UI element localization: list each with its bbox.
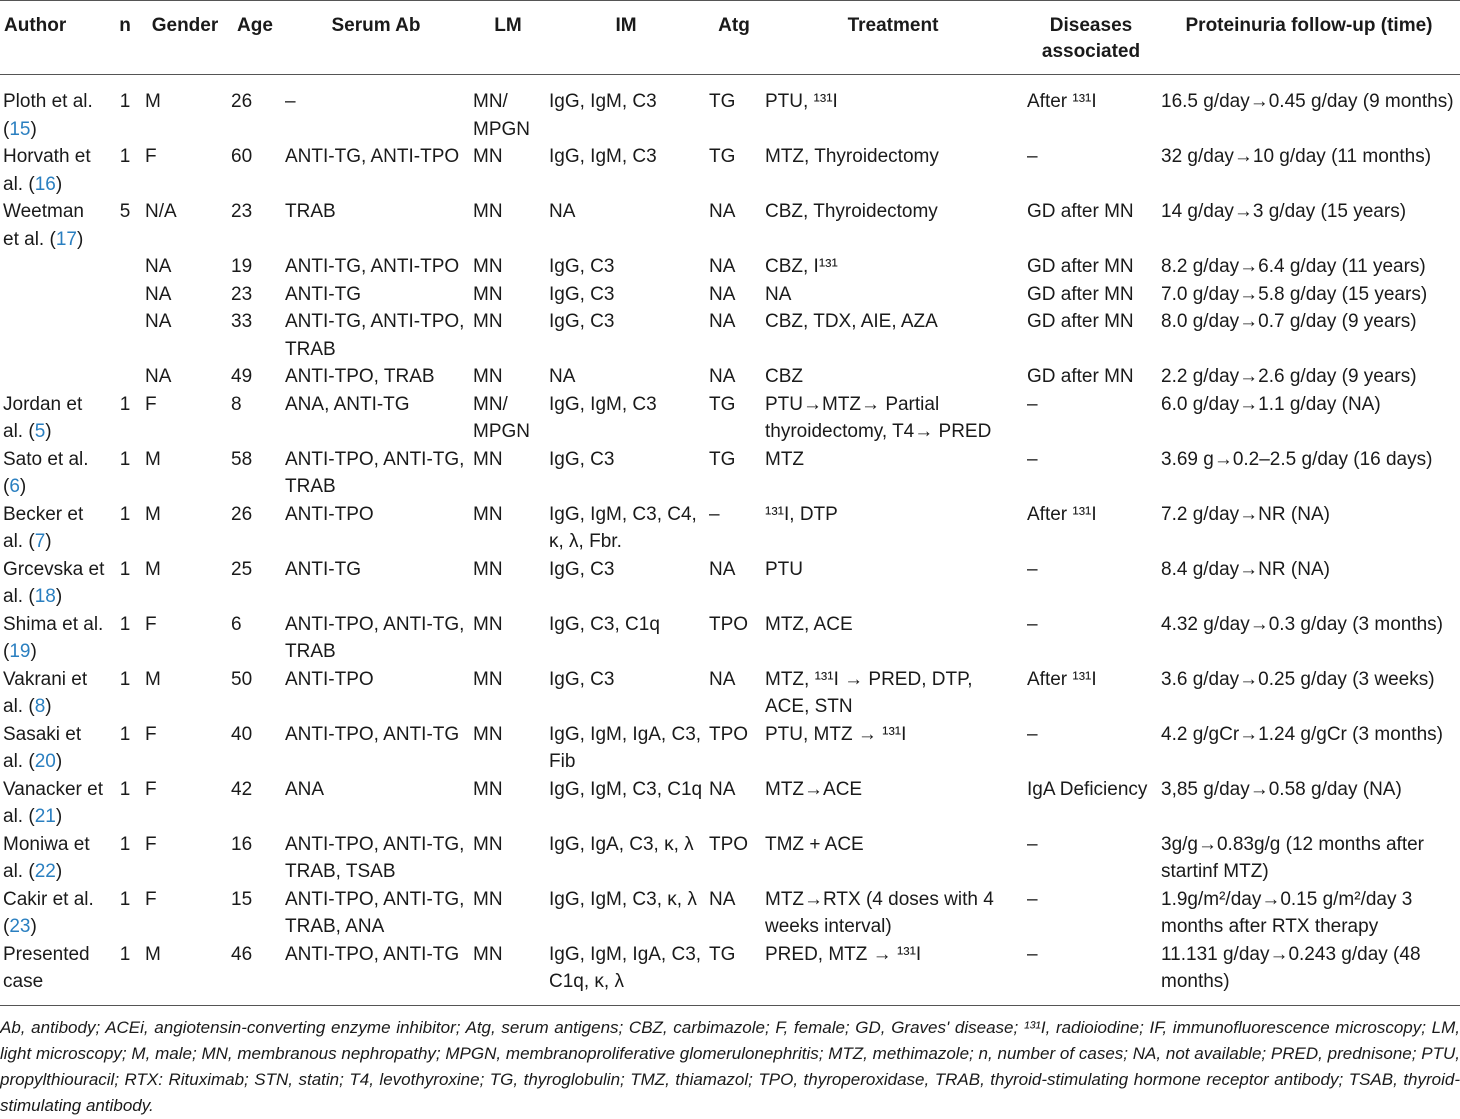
cell-treatment: ¹³¹I, DTP bbox=[765, 503, 838, 525]
cell-lm: MN bbox=[473, 888, 503, 910]
cell-diseases: – bbox=[1027, 888, 1038, 910]
cell-im: IgG, IgA, C3, κ, λ bbox=[549, 833, 694, 855]
cell-n: 1 bbox=[119, 503, 131, 525]
cell-n: 1 bbox=[119, 91, 131, 112]
cell-serum-ab: ANTI-TG bbox=[285, 283, 361, 305]
cell-treatment: PTU bbox=[765, 558, 803, 580]
cell-im: IgG, IgM, C3 bbox=[549, 393, 657, 415]
cell-treatment: PTU, MTZ → ¹³¹I bbox=[765, 723, 907, 745]
cell-proteinuria: 32 g/day→10 g/day (11 months) bbox=[1161, 146, 1432, 167]
cell-gender: NA bbox=[145, 311, 172, 332]
cell-n: 5 bbox=[119, 201, 131, 222]
author-name: Sasaki et al. bbox=[3, 723, 82, 772]
table-row bbox=[0, 281, 1460, 309]
cell-n bbox=[108, 281, 142, 309]
cell-diseases: – bbox=[1027, 448, 1038, 470]
cell-serum-ab: ANTI-TPO, ANTI-TG bbox=[282, 941, 470, 1006]
cell-lm: MN bbox=[473, 723, 503, 745]
cell-lm: MN bbox=[473, 256, 503, 277]
cell-lm: MN bbox=[473, 146, 503, 167]
table-row bbox=[0, 143, 1460, 198]
header-serum-ab: Serum Ab bbox=[282, 1, 470, 75]
reference-link[interactable]: 16 bbox=[34, 173, 56, 195]
reference-link[interactable]: 7 bbox=[34, 531, 46, 552]
cell-age: 60 bbox=[231, 146, 253, 167]
cell-atg: TPO bbox=[709, 833, 749, 855]
cell-serum-ab: ANTI-TG, ANTI-TPO, TRAB bbox=[285, 311, 465, 360]
cell-author: Ploth et al. (15) bbox=[3, 91, 93, 140]
header-n: n bbox=[108, 1, 142, 75]
cell-im: IgG, C3 bbox=[549, 668, 615, 690]
cell-gender: F bbox=[145, 146, 157, 167]
reference-link[interactable]: 19 bbox=[9, 641, 31, 662]
cell-lm: MN bbox=[473, 668, 503, 690]
header-lm: LM bbox=[470, 1, 546, 75]
cell-diseases: – bbox=[1027, 393, 1038, 415]
cell-gender: NA bbox=[145, 366, 172, 387]
cell-diseases: GD after MN bbox=[1027, 201, 1134, 222]
cell-gender: M bbox=[142, 941, 228, 1006]
table-row bbox=[0, 611, 1460, 666]
cell-age: 40 bbox=[231, 723, 253, 745]
header-age: Age bbox=[228, 1, 282, 75]
reference-link[interactable]: 6 bbox=[9, 476, 20, 497]
cell-age: 50 bbox=[231, 668, 253, 690]
cell-im: IgG, IgM, C3, C1q bbox=[549, 778, 703, 800]
cell-treatment: MTZ bbox=[765, 448, 805, 470]
cell-n: 1 bbox=[119, 558, 131, 580]
cell-lm: MN bbox=[473, 613, 503, 635]
cell-serum-ab: ANTI-TPO, ANTI-TG, TRAB, TSAB bbox=[285, 833, 465, 882]
reference-link[interactable]: 21 bbox=[34, 806, 56, 827]
cell-atg: TPO bbox=[709, 613, 749, 635]
cell-treatment: TMZ + ACE bbox=[765, 833, 864, 855]
cell-atg: TPO bbox=[709, 723, 749, 745]
cell-proteinuria: 3.69 g→0.2–2.5 g/day (16 days) bbox=[1161, 448, 1433, 470]
cell-im: NA bbox=[549, 201, 576, 222]
cell-gender: F bbox=[145, 833, 157, 855]
cell-treatment: PTU→MTZ→ Partial thyroidectomy, T4→ PRED bbox=[765, 393, 992, 442]
cell-gender: M bbox=[145, 503, 161, 525]
author-name: Cakir et al. bbox=[3, 888, 94, 910]
cell-treatment: CBZ, TDX, AIE, AZA bbox=[765, 311, 938, 332]
header-treatment: Treatment bbox=[762, 1, 1024, 75]
reference-link[interactable]: 18 bbox=[34, 586, 56, 607]
cell-diseases: GD after MN bbox=[1027, 311, 1134, 332]
header-gender: Gender bbox=[142, 1, 228, 75]
cell-im: IgG, IgM, C3 bbox=[549, 146, 657, 167]
author-name: Presented case bbox=[3, 943, 90, 992]
cell-im: IgG, IgM, IgA, C3, C1q, κ, λ bbox=[546, 941, 706, 1006]
header-proteinuria: Proteinuria follow-up (time) bbox=[1158, 1, 1460, 75]
cell-serum-ab: ANTI-TPO, TRAB bbox=[285, 366, 435, 387]
cell-n bbox=[108, 363, 142, 391]
cell-gender: NA bbox=[145, 283, 172, 305]
cell-im: NA bbox=[549, 366, 576, 387]
cell-im: IgG, C3 bbox=[549, 311, 615, 332]
table-footnote: Ab, antibody; ACEi, angiotensin-converting enzyme inhibitor; Atg, serum antigens; CBZ, carbimazole; F, female; GD, Graves' disease; ¹³¹I, radioiodine; IF, immunofluorescence microscopy; LM, light microscopy; M, male; MN, membranous nephropathy; MPGN, membranoproliferative glomerulonephritis; MTZ, methimazole; n, number of cases; NA, not available; PRED, prednisone; PTU, propylthiouracil; RTX: Rituximab; STN, statin; T4, levothyroxine; TG, thyroglobulin; TMZ, thiamazol; TPO, thyroperoxidase, TRAB, thyroid-stimulating hormone receptor antibody; TSAB, thyroid-stimulating antibody. bbox=[0, 1018, 1460, 1115]
table-row bbox=[0, 253, 1460, 281]
cell-diseases: After ¹³¹I bbox=[1027, 91, 1097, 112]
cell-proteinuria: 8.4 g/day→NR (NA) bbox=[1161, 558, 1330, 580]
cell-age: 46 bbox=[228, 941, 282, 1006]
cell-lm: MN bbox=[473, 366, 503, 387]
cell-proteinuria: 1.9g/m²/day→0.15 g/m²/day 3 months after RTX therapy bbox=[1161, 888, 1413, 937]
cell-diseases: – bbox=[1027, 558, 1038, 580]
cell-gender: M bbox=[145, 558, 161, 580]
cell-author bbox=[0, 308, 108, 363]
cell-serum-ab: TRAB bbox=[285, 201, 336, 222]
table-row bbox=[0, 308, 1460, 363]
cell-serum-ab: ANTI-TPO, ANTI-TG, TRAB, ANA bbox=[285, 888, 465, 937]
cell-im: IgG, C3, C1q bbox=[549, 613, 660, 635]
cell-n bbox=[108, 253, 142, 281]
cell-proteinuria: 2.2 g/day→2.6 g/day (9 years) bbox=[1161, 366, 1417, 387]
cell-proteinuria: 3.6 g/day→0.25 g/day (3 weeks) bbox=[1161, 668, 1435, 690]
cell-gender: N/A bbox=[145, 201, 177, 222]
table-row bbox=[0, 446, 1460, 501]
cell-treatment: MTZ, Thyroidectomy bbox=[765, 146, 939, 167]
cell-treatment: MTZ→RTX (4 doses with 4 weeks interval) bbox=[765, 888, 994, 937]
cell-treatment: CBZ, Thyroidectomy bbox=[765, 201, 938, 222]
table-header bbox=[0, 1, 1460, 75]
cell-diseases: GD after MN bbox=[1027, 283, 1134, 305]
cell-proteinuria: 14 g/day→3 g/day (15 years) bbox=[1161, 201, 1407, 222]
cell-atg: NA bbox=[709, 256, 736, 277]
cell-treatment: NA bbox=[765, 283, 792, 305]
cell-proteinuria: 3g/g→0.83g/g (12 months after startinf MTZ) bbox=[1161, 833, 1424, 882]
cell-n: 1 bbox=[119, 723, 131, 745]
cell-im: IgG, C3 bbox=[549, 256, 615, 277]
cell-lm: MN bbox=[473, 201, 503, 222]
cell-im: IgG, IgM, C3, C4, κ, λ, Fbr. bbox=[549, 503, 697, 552]
cell-age: 26 bbox=[231, 91, 253, 112]
cell-author: Weetman et al. (17) bbox=[3, 201, 84, 250]
author-name: Sato et al. bbox=[3, 448, 89, 470]
cell-proteinuria: 11.131 g/day→0.243 g/day (48 months) bbox=[1158, 941, 1460, 1006]
author-name: Vakrani et al. bbox=[3, 668, 88, 717]
cell-age: 26 bbox=[231, 503, 253, 525]
cell-serum-ab: ANTI-TPO bbox=[285, 503, 374, 525]
cell-n bbox=[108, 308, 142, 363]
header-im: IM bbox=[546, 1, 706, 75]
cell-proteinuria: 3,85 g/day→0.58 g/day (NA) bbox=[1161, 778, 1402, 800]
author-name: Grcevska et al. bbox=[3, 558, 105, 607]
cell-gender: M bbox=[145, 91, 161, 112]
cell-n: 1 bbox=[119, 778, 131, 800]
cell-serum-ab: ANTI-TPO, ANTI-TG bbox=[285, 723, 460, 745]
cell-proteinuria: 8.0 g/day→0.7 g/day (9 years) bbox=[1161, 311, 1417, 332]
cell-age: 23 bbox=[231, 283, 253, 305]
cell-atg: NA bbox=[709, 201, 736, 222]
cell-im: IgG, C3 bbox=[549, 558, 615, 580]
cell-treatment: MTZ→ACE bbox=[765, 778, 863, 800]
cell-atg: NA bbox=[709, 558, 736, 580]
cell-atg: TG bbox=[709, 91, 736, 112]
cell-author: Shima et al. (19) bbox=[3, 613, 104, 662]
table-row bbox=[0, 75, 1460, 144]
cell-author: Grcevska et al. (18) bbox=[3, 558, 105, 607]
cell-proteinuria: 4.2 g/gCr→1.24 g/gCr (3 months) bbox=[1161, 723, 1443, 745]
cell-gender: F bbox=[145, 613, 157, 635]
cell-author bbox=[0, 941, 108, 1006]
cell-n: 1 bbox=[108, 941, 142, 1006]
cell-lm: MN bbox=[473, 283, 503, 305]
cell-atg: TG bbox=[709, 448, 736, 470]
author-name: Becker et al. bbox=[3, 503, 84, 552]
cell-author: Sato et al. (6) bbox=[3, 448, 89, 497]
cell-atg: NA bbox=[709, 778, 736, 800]
cell-serum-ab: ANTI-TPO bbox=[285, 668, 374, 690]
author-name: Jordan et al. bbox=[3, 393, 83, 442]
cell-gender: M bbox=[145, 448, 161, 470]
cell-author bbox=[0, 363, 108, 391]
cell-n: 1 bbox=[119, 448, 131, 470]
cell-atg: TG bbox=[706, 941, 762, 1006]
table-row bbox=[0, 666, 1460, 721]
cell-lm: MN bbox=[473, 558, 503, 580]
cell-age: 49 bbox=[231, 366, 253, 387]
cell-lm: MN bbox=[473, 833, 503, 855]
cell-n: 1 bbox=[119, 393, 131, 415]
cell-gender: M bbox=[145, 668, 161, 690]
cell-treatment: CBZ, I¹³¹ bbox=[765, 256, 838, 277]
table-body bbox=[0, 75, 1460, 1006]
cell-gender: F bbox=[145, 393, 157, 415]
table-row bbox=[0, 501, 1460, 556]
cell-atg: NA bbox=[709, 311, 736, 332]
cell-n: 1 bbox=[119, 833, 131, 855]
cell-proteinuria: 7.0 g/day→5.8 g/day (15 years) bbox=[1161, 283, 1428, 305]
reference-link[interactable]: 15 bbox=[9, 118, 31, 140]
table-row bbox=[0, 941, 1460, 1006]
cell-author bbox=[0, 253, 108, 281]
cell-atg: NA bbox=[709, 888, 736, 910]
cell-treatment: CBZ bbox=[765, 366, 803, 387]
cell-author: Moniwa et al. (22) bbox=[3, 833, 90, 882]
cell-diseases: – bbox=[1024, 941, 1158, 1006]
reference-link[interactable]: 5 bbox=[34, 421, 46, 442]
reference-link[interactable]: 17 bbox=[55, 228, 77, 250]
header-diseases: Diseases associated bbox=[1024, 1, 1158, 75]
cell-gender: F bbox=[145, 778, 157, 800]
author-name: Weetman et al. bbox=[3, 201, 84, 250]
cell-atg: TG bbox=[709, 146, 736, 167]
cell-age: 33 bbox=[231, 311, 253, 332]
header-atg: Atg bbox=[706, 1, 762, 75]
cell-age: 23 bbox=[231, 201, 253, 222]
cell-age: 16 bbox=[231, 833, 253, 855]
cell-atg: NA bbox=[709, 366, 736, 387]
cell-diseases: After ¹³¹I bbox=[1027, 668, 1097, 690]
cell-lm: MN/ MPGN bbox=[473, 393, 530, 442]
cell-diseases: – bbox=[1027, 146, 1038, 167]
cell-serum-ab: ANTI-TPO, ANTI-TG, TRAB bbox=[285, 448, 465, 497]
cell-serum-ab: ANTI-TG bbox=[285, 558, 361, 580]
table-row bbox=[0, 776, 1460, 831]
author-name: Vanacker et al. bbox=[3, 778, 103, 827]
header-row bbox=[0, 1, 1460, 75]
table-row bbox=[0, 831, 1460, 886]
cell-proteinuria: 6.0 g/day→1.1 g/day (NA) bbox=[1161, 393, 1381, 415]
cell-author: Jordan et al. (5) bbox=[3, 393, 83, 442]
cell-age: 6 bbox=[231, 613, 242, 635]
cell-proteinuria: 4.32 g/day→0.3 g/day (3 months) bbox=[1161, 613, 1443, 635]
cell-im: IgG, C3 bbox=[549, 448, 615, 470]
cell-diseases: – bbox=[1027, 723, 1038, 745]
cell-author: Horvath et al. (16) bbox=[3, 146, 91, 195]
cell-im: IgG, IgM, IgA, C3, Fib bbox=[549, 723, 702, 772]
cell-serum-ab: ANTI-TG, ANTI-TPO bbox=[285, 146, 460, 167]
reference-link[interactable]: 23 bbox=[9, 916, 31, 937]
cell-proteinuria: 16.5 g/day→0.45 g/day (9 months) bbox=[1161, 91, 1454, 112]
cell-lm: MN bbox=[473, 311, 503, 332]
cell-lm: MN bbox=[473, 448, 503, 470]
cell-serum-ab: ANA, ANTI-TG bbox=[285, 393, 410, 415]
cell-author: Vakrani et al. (8) bbox=[3, 668, 88, 717]
cell-lm: MN bbox=[473, 503, 503, 525]
cell-atg: NA bbox=[709, 668, 736, 690]
header-author: Author bbox=[0, 1, 108, 75]
author-name: Moniwa et al. bbox=[3, 833, 90, 882]
cell-atg: TG bbox=[709, 393, 736, 415]
cell-im: IgG, IgM, C3 bbox=[549, 91, 657, 112]
cell-serum-ab: – bbox=[285, 91, 296, 112]
cell-age: 25 bbox=[231, 558, 253, 580]
cell-treatment: MTZ, ACE bbox=[765, 613, 853, 635]
author-name: Horvath et al. bbox=[3, 146, 91, 195]
cell-im: IgG, IgM, C3, κ, λ bbox=[549, 888, 697, 910]
cell-age: 8 bbox=[231, 393, 242, 415]
cell-proteinuria: 7.2 g/day→NR (NA) bbox=[1161, 503, 1330, 525]
table-row bbox=[0, 721, 1460, 776]
table-row bbox=[0, 391, 1460, 446]
cell-lm: MN/ MPGN bbox=[473, 91, 530, 140]
cell-age: 58 bbox=[231, 448, 253, 470]
cell-treatment: PTU, ¹³¹I bbox=[765, 91, 838, 112]
table-row bbox=[0, 198, 1460, 253]
cell-age: 19 bbox=[231, 256, 253, 277]
cell-author: Becker et al. (7) bbox=[3, 503, 84, 552]
cell-treatment: MTZ, ¹³¹I → PRED, DTP, ACE, STN bbox=[765, 668, 973, 717]
cell-author: Vanacker et al. (21) bbox=[3, 778, 103, 827]
author-name: Shima et al. bbox=[3, 613, 104, 635]
cell-diseases: – bbox=[1027, 613, 1038, 635]
table-row bbox=[0, 886, 1460, 941]
table-row bbox=[0, 363, 1460, 391]
cell-author: Sasaki et al. (20) bbox=[3, 723, 82, 772]
cell-proteinuria: 8.2 g/day→6.4 g/day (11 years) bbox=[1161, 256, 1426, 277]
cell-n: 1 bbox=[119, 668, 131, 690]
reference-link[interactable]: 8 bbox=[34, 696, 46, 717]
cell-serum-ab: ANTI-TPO, ANTI-TG, TRAB bbox=[285, 613, 465, 662]
cell-age: 42 bbox=[231, 778, 253, 800]
reference-link[interactable]: 20 bbox=[34, 751, 56, 772]
cell-lm: MN bbox=[473, 778, 503, 800]
cell-atg: – bbox=[709, 503, 720, 525]
cell-lm: MN bbox=[470, 941, 546, 1006]
cell-n: 1 bbox=[119, 613, 131, 635]
cell-diseases: After ¹³¹I bbox=[1027, 503, 1097, 525]
author-name: Ploth et al. bbox=[3, 91, 93, 112]
cell-gender: F bbox=[145, 888, 157, 910]
cell-diseases: GD after MN bbox=[1027, 256, 1134, 277]
cell-gender: F bbox=[145, 723, 157, 745]
reference-link[interactable]: 22 bbox=[34, 861, 56, 882]
cell-age: 15 bbox=[231, 888, 253, 910]
table-row bbox=[0, 556, 1460, 611]
cell-diseases: IgA Deficiency bbox=[1027, 778, 1148, 800]
cell-serum-ab: ANTI-TG, ANTI-TPO bbox=[285, 256, 460, 277]
cell-author: Cakir et al. (23) bbox=[3, 888, 94, 937]
cell-diseases: GD after MN bbox=[1027, 366, 1134, 387]
cell-n: 1 bbox=[119, 146, 131, 167]
cell-n: 1 bbox=[119, 888, 131, 910]
cell-author bbox=[0, 281, 108, 309]
cell-gender: NA bbox=[145, 256, 172, 277]
cell-treatment: PRED, MTZ → ¹³¹I bbox=[762, 941, 1024, 1006]
cell-atg: NA bbox=[709, 283, 736, 305]
cell-im: IgG, C3 bbox=[549, 283, 615, 305]
cell-diseases: – bbox=[1027, 833, 1038, 855]
cell-serum-ab: ANA bbox=[285, 778, 325, 800]
